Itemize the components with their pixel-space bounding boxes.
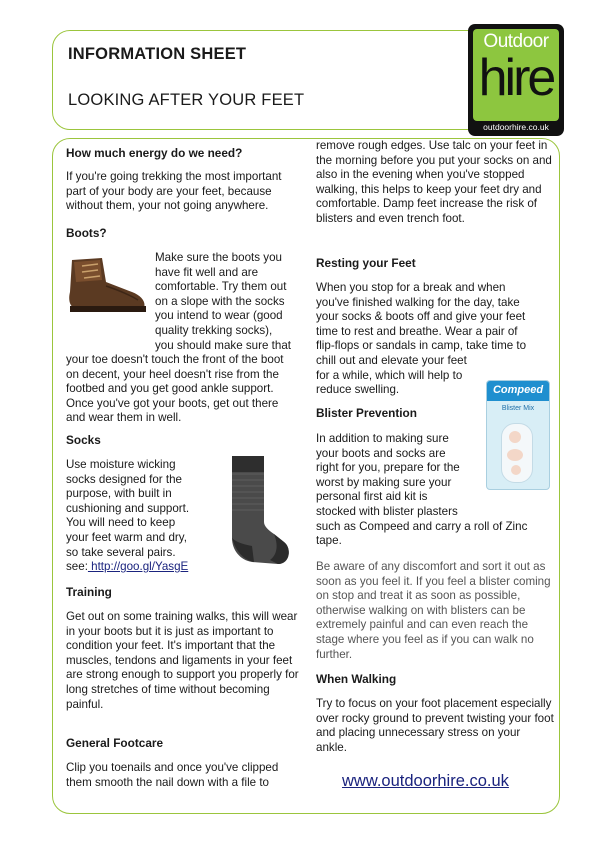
socks-line: socks designed for the — [66, 472, 183, 486]
heading-energy: How much energy do we need? — [66, 146, 243, 160]
logo-line-hire: hire — [478, 49, 554, 107]
boots-rest-text: your toe doesn't touch the front of the boot on decent, your heel doesn't rise from the footbed and you get good ankle support. Once you've got your boots, get out there and wear them in well. — [66, 353, 284, 425]
boots-line: comfortable. Try them out — [155, 280, 287, 294]
compeed-package-image — [486, 380, 550, 490]
aware-text: Be aware of any discomfort and sort it out as soon as you feel it. If you feel a blister coming on stop and treat it as soon as possible, otherwise walking on with blisters can be extremely painful and can even reach the stage where you feel as if you can walk no further. — [316, 560, 551, 661]
socks-line: You will need to keep — [66, 516, 176, 530]
resting-line: time to rest and breathe. Wear a pair of — [316, 324, 518, 338]
blister-wrapped-text — [316, 432, 528, 549]
heading-resting: Resting your Feet — [316, 256, 416, 270]
boots-line: you intend to wear (good — [155, 309, 283, 323]
blister-line: personal first aid kit is — [316, 490, 428, 504]
blister-line: stocked with blister plasters — [316, 504, 458, 518]
boots-line: have fit well and are — [155, 265, 259, 279]
boots-line: you should make sure that — [155, 338, 291, 352]
socks-wrapped-text — [66, 458, 226, 575]
socks-link[interactable]: http://goo.gl/YasgE — [87, 560, 189, 574]
plaster-shape — [507, 449, 523, 461]
resting-line: When you stop for a break and when — [316, 281, 506, 294]
paragraph-walking — [316, 697, 554, 755]
socks-see-label: see: — [66, 560, 88, 574]
heading-walking: When Walking — [316, 672, 397, 686]
sheet-subtitle: LOOKING AFTER YOUR FEET — [68, 91, 305, 109]
heading-socks: Socks — [66, 433, 101, 447]
hiking-boot-image — [62, 252, 148, 316]
footcare-cont-text: remove rough edges. Use talc on your feet in the morning before you put your socks on and also in the evening when you've stopped walking, this helps to keep your feet dry and comfortable. Damp feet increase the risk of blisters and even trench foot. — [316, 139, 552, 225]
paragraph-boots-rest — [66, 353, 298, 426]
socks-line: Use moisture wicking — [66, 458, 176, 471]
paragraph-footcare — [66, 761, 298, 790]
resting-line: your socks & boots off and give your feet — [316, 310, 526, 324]
compeed-brand: Compeed — [492, 384, 544, 396]
plaster-shape — [509, 431, 521, 443]
resting-line: you've finished walking for the day, take — [316, 295, 520, 309]
resting-line: for a while, which will help to — [316, 368, 463, 382]
trekking-sock-image — [218, 452, 294, 572]
heading-training: Training — [66, 585, 112, 599]
sheet-title: INFORMATION SHEET — [68, 45, 247, 63]
socks-line: purpose, with built in — [66, 487, 172, 501]
socks-line: cushioning and support. — [66, 501, 190, 515]
blister-line: right for you, prepare for the — [316, 461, 460, 475]
boots-line: on a slope with the socks — [155, 294, 285, 308]
boots-line: quality trekking socks), — [155, 323, 273, 337]
heading-footcare: General Footcare — [66, 736, 164, 750]
heading-blister: Blister Prevention — [316, 406, 417, 420]
boots-line: Make sure the boots you — [155, 251, 282, 264]
resting-line: flip-flops or sandals in camp, take time to — [316, 339, 527, 353]
paragraph-aware — [316, 560, 554, 662]
footer-website-link[interactable]: www.outdoorhire.co.uk — [342, 772, 509, 790]
logo-line-outdoor: Outdoor — [483, 31, 549, 52]
blister-line: such as Compeed and carry a roll of Zinc — [316, 519, 528, 533]
socks-line: so take several pairs. — [66, 545, 176, 559]
socks-see-line — [66, 560, 226, 575]
logo-url: outdoorhire.co.uk — [483, 122, 549, 132]
plaster-shape — [511, 465, 521, 475]
paragraph-energy — [66, 170, 298, 214]
blister-line: worst by making sure your — [316, 475, 452, 489]
compeed-product: Blister Mix — [501, 405, 535, 412]
blister-line: In addition to making sure — [316, 432, 449, 445]
resting-line: chill out and elevate your feet — [316, 353, 467, 367]
footcare-text: Clip you toenails and once you've clipped them smooth the nail down with a file to — [66, 761, 279, 789]
outdoor-hire-logo — [468, 24, 564, 136]
energy-text: If you're going trekking the most important part of your body are your feet, because without them, your not going anywhere. — [66, 170, 282, 213]
boots-wrapped-text — [155, 251, 305, 353]
logo-panel — [473, 29, 559, 121]
paragraph-training — [66, 610, 304, 712]
heading-boots: Boots? — [66, 226, 107, 240]
blister-line: tape. — [316, 534, 342, 548]
training-text: Get out on some training walks, this will wear in your boots but it is just as important to condition your feet. It's important that the muscles, tendons and ligaments in your feet are strong enough to support you properly for long stretches of time without becoming painful. — [66, 610, 299, 711]
socks-line: your feet warm and dry, — [66, 530, 187, 544]
blister-line: your boots and socks are — [316, 446, 446, 460]
paragraph-footcare-continued — [316, 139, 554, 227]
walking-text: Try to focus on your foot placement especially over rocky ground to prevent twisting your foot and placing unnecessary stress on your ankle. — [316, 697, 554, 754]
resting-line: reduce swelling. — [316, 383, 400, 397]
